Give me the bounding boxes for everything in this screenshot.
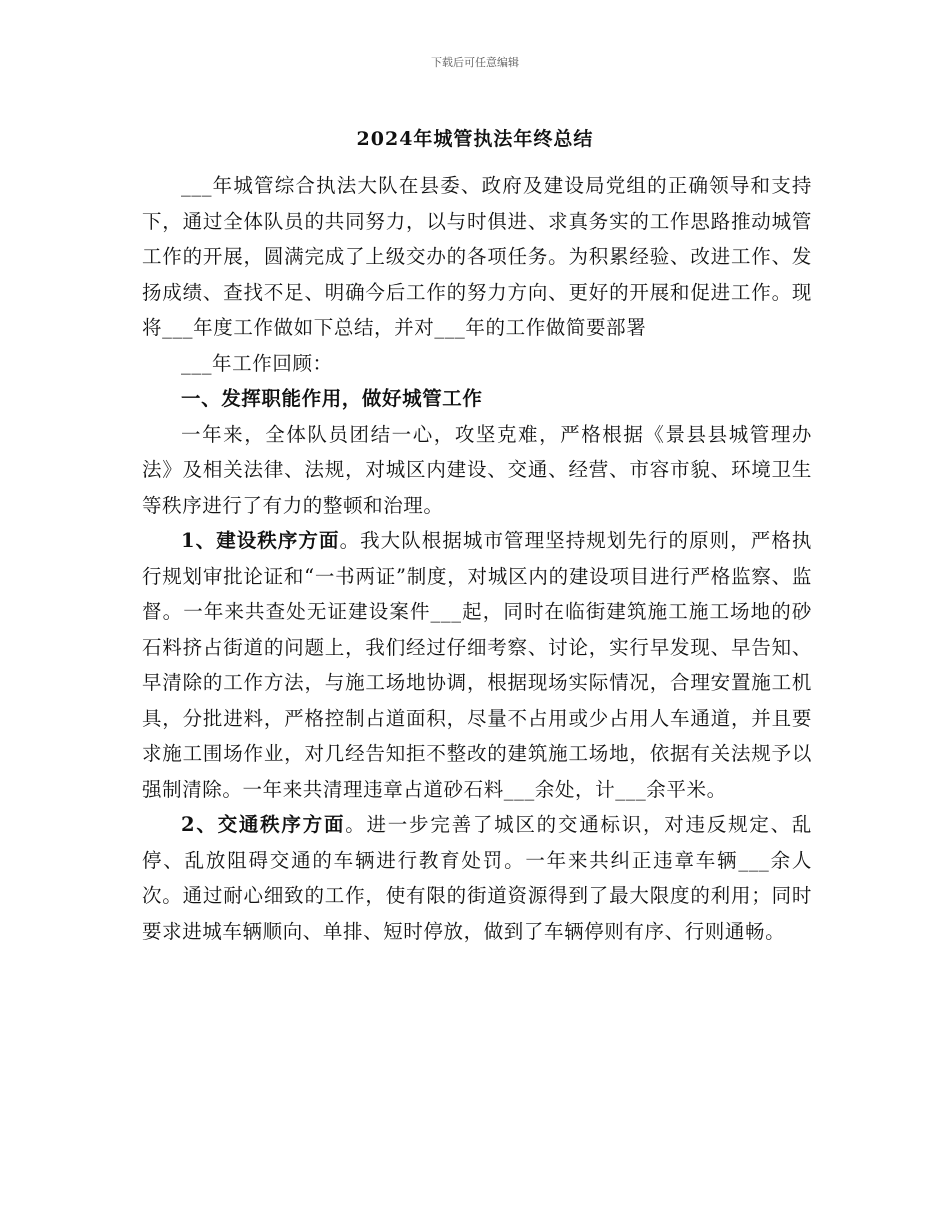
document-title: 2024年城管执法年终总结 xyxy=(356,128,594,150)
item-1-lead: 1、建设秩序方面 xyxy=(181,529,340,552)
paragraph-item-2 xyxy=(142,807,812,949)
paragraph-review: ___年工作回顾： xyxy=(181,351,333,375)
item-1-body: 。我大队根据城市管理坚持规划先行的原则，严格执行规划审批论证和“一书两证”制度，对城区内的建设项目进行严格监察、监督。一年来共查处无证建设案件___起，同时在临街建筑施工施工场地的砂石料挤占街道的问题上，我们经过仔细考察、讨论，实行早发现、早告知、早清除的工作方法，与施工场地协调，根据现场实际情况，合理安置施工机具，分批进料，严格控制占道面积，尽量不占用或少占用人车通道，并且要求施工围场作业，对几经告知拒不整改的建筑施工场地，依据有关法规予以强制清除。一年来共清理违章占道砂石料___余处，计___余平米。 xyxy=(142,529,812,801)
document-body xyxy=(142,168,812,949)
paragraph-item-1 xyxy=(142,523,812,807)
paragraph-section1-body: 一年来，全体队员团结一心，攻坚克难，严格根据《景县县城管理办法》及相关法律、法规，对城区内建设、交通、经营、市容市貌、环境卫生等秩序进行了有力的整顿和治理。 xyxy=(142,422,812,517)
paragraph-intro: ___年城管综合执法大队在县委、政府及建设局党组的正确领导和支持下，通过全体队员的共同努力，以与时俱进、求真务实的工作思路推动城管工作的开展，圆满完成了上级交办的各项任务。为积累经验、改进工作、发扬成绩、查找不足、明确今后工作的努力方向、更好的开展和促进工作。现将___年度工作做如下总结，并对___年的工作做简要部署 xyxy=(142,174,812,339)
item-2-lead: 2、交通秩序方面 xyxy=(181,813,346,836)
section-heading-1: 一、发挥职能作用，做好城管工作 xyxy=(181,387,483,410)
header-note: 下载后可任意编辑 xyxy=(431,56,519,69)
item-2-body: 。进一步完善了城区的交通标识，对违反规定、乱停、乱放阻碍交通的车辆进行教育处罚。一年来共纠正违章车辆___余人次。通过耐心细致的工作，使有限的街道资源得到了最大限度的利用；同时要求进城车辆顺向、单排、短时停放，做到了车辆停则有序、行则通畅。 xyxy=(142,813,812,943)
